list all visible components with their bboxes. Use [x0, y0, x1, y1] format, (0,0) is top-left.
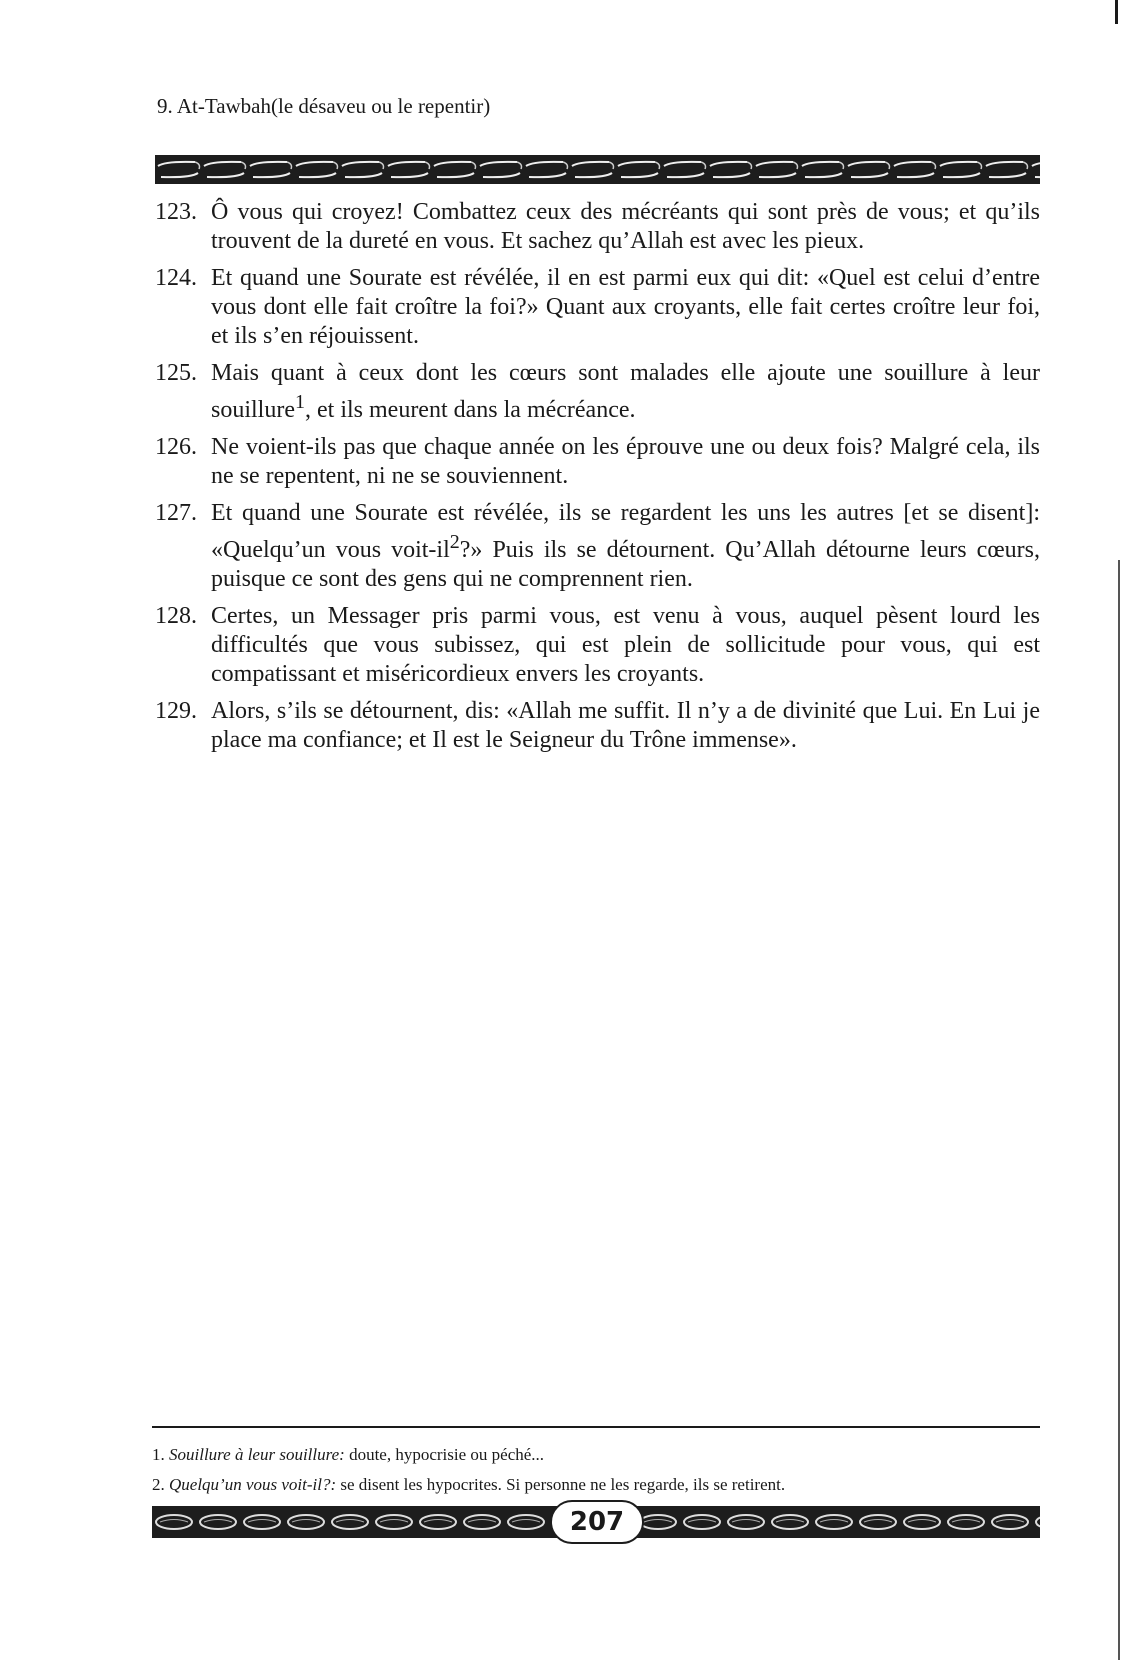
verse-126 — [155, 433, 1040, 491]
footnote-1 — [152, 1440, 1040, 1470]
verse-124 — [155, 264, 1040, 351]
verse-text — [211, 499, 1040, 594]
verse-123 — [155, 198, 1040, 256]
verse-number: 128. — [155, 603, 197, 629]
footnote-number: 1. — [152, 1445, 165, 1464]
verse-list — [155, 198, 1040, 763]
footnote-term: Quelqu’un vous voit-il?: — [169, 1475, 337, 1494]
verse-number: 123. — [155, 199, 197, 225]
footnote-ref-1: 1 — [295, 391, 305, 413]
top-ornament-band — [155, 155, 1040, 184]
verse-text — [211, 359, 1040, 425]
verse-text-before: Et quand une Sourate est révélée, ils se regardent les uns les autres [et se disent]: «Quelqu’un vous voit-il — [211, 500, 1040, 563]
verse-129 — [155, 697, 1040, 755]
footnote-text: doute, hypocrisie ou péché... — [344, 1445, 545, 1464]
verse-text: Et quand une Sourate est révélée, il en est parmi eux qui dit: «Quel est celui d’entre vous dont elle fait croître la foi?» Quant aux croyants, elle fait certes croître leur foi, et ils s’en réjouissent. — [211, 265, 1040, 349]
footnote-number: 2. — [152, 1475, 165, 1494]
verse-number: 127. — [155, 500, 197, 526]
verse-text: Ô vous qui croyez! Combattez ceux des mécréants qui sont près de vous; et qu’ils trouvent de la dureté en vous. Et sachez qu’Allah est avec les pieux. — [211, 199, 1040, 254]
verse-125 — [155, 359, 1040, 425]
footnote-text: se disent les hypocrites. Si personne ne les regarde, ils se retirent. — [336, 1475, 786, 1494]
verse-number: 125. — [155, 360, 197, 386]
verse-text: Alors, s’ils se détournent, dis: «Allah me suffit. Il n’y a de divinité que Lui. En Lui je place ma confiance; et Il est le Seigneur du Trône immense». — [211, 698, 1040, 753]
verse-number: 124. — [155, 265, 197, 291]
verse-text: Ne voient-ils pas que chaque année on les éprouve une ou deux fois? Malgré cela, ils ne se repentent, ni ne se souviennent. — [211, 434, 1040, 489]
page-header: 9. At-Tawbah(le désaveu ou le repentir) — [157, 94, 491, 118]
verse-127 — [155, 499, 1040, 594]
verse-text-before: Mais quant à ceux dont les cœurs sont malades elle ajoute une souillure à leur souillure — [211, 360, 1040, 423]
chain-ornament — [155, 155, 1040, 184]
verse-number: 129. — [155, 698, 197, 724]
footnotes — [152, 1440, 1040, 1500]
verse-text-after: , et ils meurent dans la mécréance. — [305, 397, 636, 423]
verse-number: 126. — [155, 434, 197, 460]
footnote-2 — [152, 1470, 1040, 1500]
verse-128 — [155, 602, 1040, 689]
footnote-term: Souillure à leur souillure: — [169, 1445, 345, 1464]
verse-text: Certes, un Messager pris parmi vous, est venu à vous, auquel pèsent lourd les difficultés que vous subissez, qui est plein de sollicitude pour vous, qui est compatissant et miséricordieux envers les croyants. — [211, 603, 1040, 687]
scan-edge-line — [1118, 560, 1120, 1660]
footnote-ref-2: 2 — [449, 531, 460, 553]
footnote-divider — [152, 1426, 1040, 1428]
page-number: 207 — [550, 1500, 644, 1544]
verse-text-after: ?» Puis ils se détournent. Qu’Allah détourne leurs cœurs, puisque ce sont des gens qui ne comprennent rien. — [211, 537, 1040, 592]
scan-edge-mark — [1115, 0, 1118, 24]
